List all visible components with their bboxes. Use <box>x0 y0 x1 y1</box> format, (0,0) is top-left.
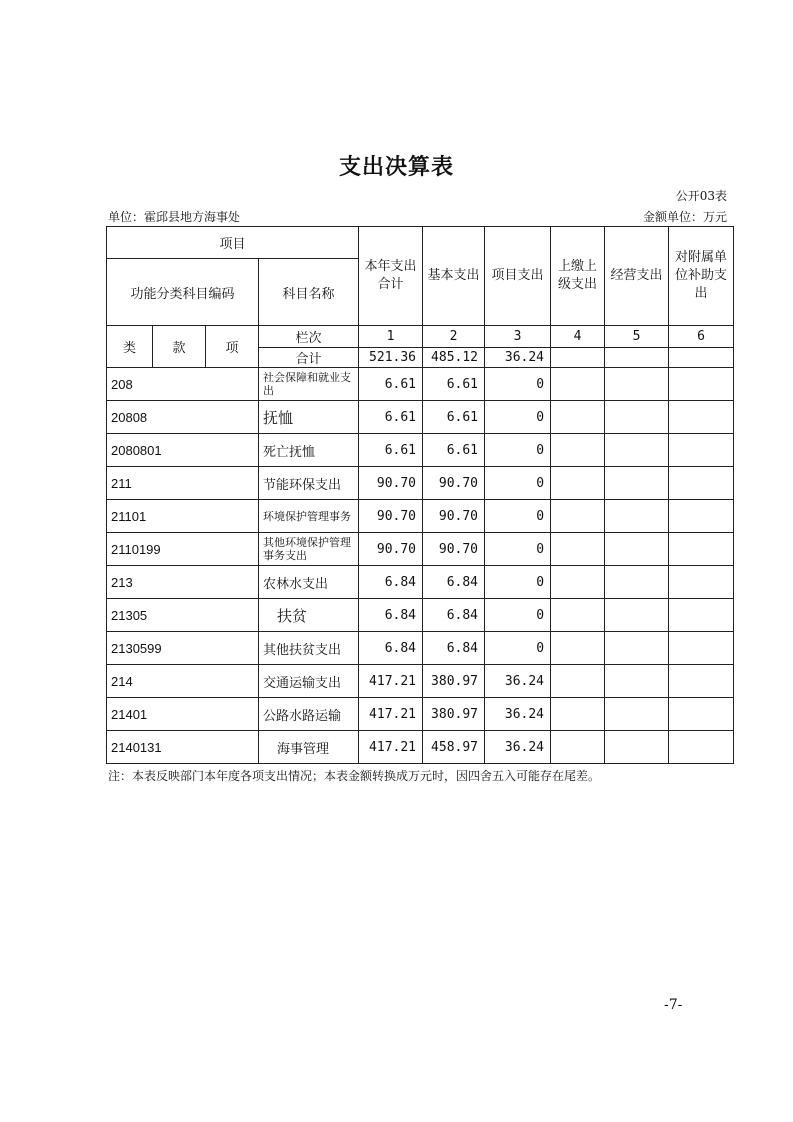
amount-cell <box>605 632 669 665</box>
subject-name: 环境保护管理事务 <box>259 500 359 533</box>
amount-cell <box>551 599 605 632</box>
amount-cell: 458.97 <box>423 731 485 764</box>
subject-name: 其他环境保护管理事务支出 <box>259 533 359 566</box>
amount-cell: 6.61 <box>359 401 423 434</box>
amount-cell: 36.24 <box>485 731 551 764</box>
header-col-4: 上缴上级支出 <box>551 227 605 326</box>
amount-cell <box>669 566 734 599</box>
subject-code: 2080801 <box>107 434 259 467</box>
subject-name: 抚恤 <box>259 401 359 434</box>
subject-name: 其他扶贫支出 <box>259 632 359 665</box>
amount-cell: 0 <box>485 368 551 401</box>
total-value <box>669 348 734 368</box>
header-col-1: 本年支出合计 <box>359 227 423 326</box>
amount-unit-label: 金额单位：万元 <box>642 210 727 224</box>
amount-cell: 6.61 <box>423 434 485 467</box>
amount-cell <box>669 698 734 731</box>
total-value: 485.12 <box>423 348 485 368</box>
subject-name: 扶贫 <box>259 599 359 632</box>
amount-cell <box>605 731 669 764</box>
amount-cell <box>605 566 669 599</box>
amount-cell <box>551 632 605 665</box>
subject-code: 2110199 <box>107 533 259 566</box>
header-col-5: 经营支出 <box>605 227 669 326</box>
page-title: 支出决算表 <box>338 154 454 180</box>
amount-cell: 417.21 <box>359 665 423 698</box>
subject-code: 21101 <box>107 500 259 533</box>
amount-cell: 6.61 <box>423 401 485 434</box>
subject-code: 208 <box>107 368 259 401</box>
amount-cell <box>551 698 605 731</box>
col-number: 1 <box>359 326 423 348</box>
table-row <box>107 500 734 533</box>
table-row <box>107 566 734 599</box>
total-value <box>551 348 605 368</box>
table-row <box>107 434 734 467</box>
table-row <box>107 599 734 632</box>
amount-cell <box>605 500 669 533</box>
amount-cell <box>605 533 669 566</box>
form-number: 公开03表 <box>675 189 727 203</box>
col-number: 4 <box>551 326 605 348</box>
amount-cell: 90.70 <box>359 533 423 566</box>
total-value <box>605 348 669 368</box>
amount-cell <box>605 401 669 434</box>
amount-cell: 6.84 <box>359 599 423 632</box>
total-value: 521.36 <box>359 348 423 368</box>
amount-cell <box>669 731 734 764</box>
header-category: 类 <box>107 326 153 368</box>
footnote: 注：本表反映部门本年度各项支出情况；本表金额转换成万元时，因四舍五入可能存在尾差。 <box>108 769 601 783</box>
amount-cell: 36.24 <box>485 698 551 731</box>
amount-cell <box>551 566 605 599</box>
total-label: 合计 <box>259 348 359 368</box>
header-column-index: 栏次 <box>259 326 359 348</box>
amount-cell <box>669 665 734 698</box>
amount-cell: 6.84 <box>359 566 423 599</box>
amount-cell: 6.84 <box>359 632 423 665</box>
amount-cell: 90.70 <box>359 500 423 533</box>
amount-cell <box>669 368 734 401</box>
table-row <box>107 632 734 665</box>
amount-cell <box>551 731 605 764</box>
page-number: -7- <box>664 997 683 1013</box>
amount-cell <box>605 368 669 401</box>
subject-code: 20808 <box>107 401 259 434</box>
amount-cell: 417.21 <box>359 698 423 731</box>
subject-code: 2130599 <box>107 632 259 665</box>
col-number: 2 <box>423 326 485 348</box>
table-row <box>107 368 734 401</box>
amount-cell: 0 <box>485 434 551 467</box>
amount-cell <box>605 599 669 632</box>
table-row <box>107 401 734 434</box>
amount-cell: 6.84 <box>423 566 485 599</box>
amount-cell: 0 <box>485 599 551 632</box>
amount-cell <box>551 533 605 566</box>
table-row <box>107 533 734 566</box>
header-col-6: 对附属单位补助支出 <box>669 227 734 326</box>
amount-cell: 0 <box>485 632 551 665</box>
amount-cell: 380.97 <box>423 665 485 698</box>
header-col-3: 项目支出 <box>485 227 551 326</box>
amount-cell <box>551 500 605 533</box>
amount-cell <box>551 434 605 467</box>
header-col-2: 基本支出 <box>423 227 485 326</box>
amount-cell: 0 <box>485 533 551 566</box>
header-kuan: 款 <box>153 326 206 368</box>
amount-cell: 6.61 <box>359 434 423 467</box>
amount-cell: 90.70 <box>423 467 485 500</box>
amount-cell <box>551 665 605 698</box>
subject-name: 社会保障和就业支出 <box>259 368 359 401</box>
subject-name: 节能环保支出 <box>259 467 359 500</box>
amount-cell <box>669 434 734 467</box>
subject-name: 死亡抚恤 <box>259 434 359 467</box>
amount-cell <box>669 533 734 566</box>
subject-code: 214 <box>107 665 259 698</box>
amount-cell: 6.61 <box>359 368 423 401</box>
amount-cell: 0 <box>485 401 551 434</box>
table-row <box>107 698 734 731</box>
amount-cell <box>669 599 734 632</box>
col-number: 6 <box>669 326 734 348</box>
amount-cell <box>605 467 669 500</box>
header-project: 项目 <box>107 227 359 259</box>
amount-cell: 0 <box>485 500 551 533</box>
table-row <box>107 665 734 698</box>
table-row <box>107 731 734 764</box>
header-subject-name: 科目名称 <box>259 259 359 326</box>
amount-cell <box>605 698 669 731</box>
subject-name: 海事管理 <box>259 731 359 764</box>
amount-cell: 380.97 <box>423 698 485 731</box>
amount-cell: 0 <box>485 467 551 500</box>
amount-cell: 90.70 <box>359 467 423 500</box>
subject-code: 213 <box>107 566 259 599</box>
amount-cell: 90.70 <box>423 533 485 566</box>
amount-cell: 0 <box>485 566 551 599</box>
amount-cell <box>669 632 734 665</box>
amount-cell <box>551 368 605 401</box>
subject-code: 2140131 <box>107 731 259 764</box>
subject-name: 农林水支出 <box>259 566 359 599</box>
amount-cell: 6.84 <box>423 632 485 665</box>
table-row <box>107 467 734 500</box>
expenditure-table <box>106 226 734 764</box>
amount-cell <box>669 401 734 434</box>
col-number: 3 <box>485 326 551 348</box>
amount-cell <box>605 665 669 698</box>
amount-cell <box>551 401 605 434</box>
amount-cell <box>669 467 734 500</box>
amount-cell <box>605 434 669 467</box>
amount-cell: 417.21 <box>359 731 423 764</box>
total-value: 36.24 <box>485 348 551 368</box>
subject-name: 交通运输支出 <box>259 665 359 698</box>
subject-code: 21401 <box>107 698 259 731</box>
amount-cell: 90.70 <box>423 500 485 533</box>
amount-cell: 6.84 <box>423 599 485 632</box>
amount-cell: 6.61 <box>423 368 485 401</box>
col-number: 5 <box>605 326 669 348</box>
amount-cell: 36.24 <box>485 665 551 698</box>
header-func-code: 功能分类科目编码 <box>107 259 259 326</box>
subject-code: 21305 <box>107 599 259 632</box>
subject-code: 211 <box>107 467 259 500</box>
amount-cell <box>669 500 734 533</box>
unit-label: 单位：霍邱县地方海事处 <box>108 210 241 224</box>
amount-cell <box>551 467 605 500</box>
subject-name: 公路水路运输 <box>259 698 359 731</box>
header-xiang: 项 <box>206 326 259 368</box>
